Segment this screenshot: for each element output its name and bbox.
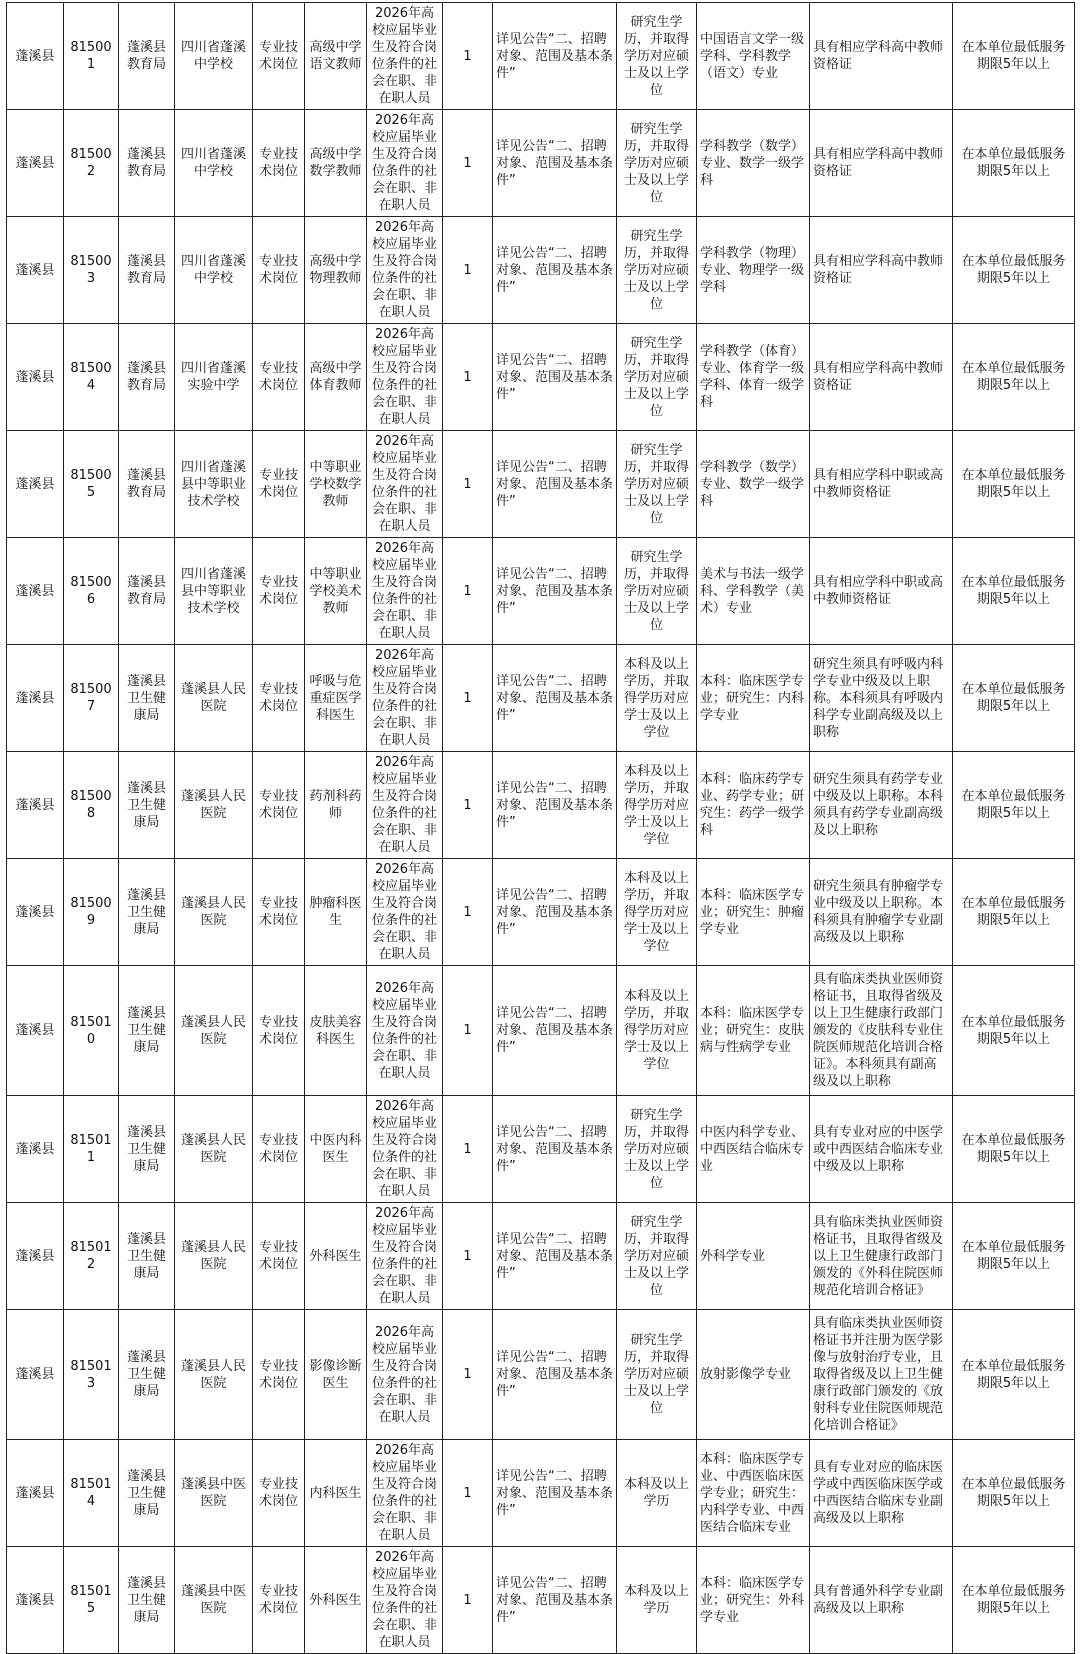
cell-basic-conditions: 详见公告“二、招聘对象、范围及基本条件”	[493, 1440, 617, 1547]
cell-quota: 1	[443, 431, 493, 538]
cell-county: 蓬溪县	[7, 859, 64, 966]
positions-table	[6, 2, 1075, 1654]
cell-other-requirements: 具有相应学科高中教师资格证	[810, 324, 953, 431]
cell-quota: 1	[443, 538, 493, 645]
cell-position-code: 815014	[64, 1440, 119, 1547]
table-row	[7, 538, 1075, 645]
cell-hiring-unit: 蓬溪县人民医院	[175, 1096, 253, 1203]
cell-position-name: 高级中学数学教师	[305, 110, 367, 217]
cell-education: 研究生学历，并取得学历对应硕士及以上学位	[617, 431, 697, 538]
cell-major: 本科：临床医学专业；研究生：肿瘤学专业	[697, 859, 810, 966]
cell-post-type: 专业技术岗位	[253, 217, 305, 324]
table-row	[7, 752, 1075, 859]
cell-other-requirements: 具有临床类执业医师资格证书，且取得省级及以上卫生健康行政部门颁发的《外科住院医师规范化培训合格证》	[810, 1203, 953, 1310]
cell-post-type: 专业技术岗位	[253, 1310, 305, 1440]
cell-other-requirements: 具有相应学科中职或高中教师资格证	[810, 538, 953, 645]
cell-other-requirements: 具有相应学科高中教师资格证	[810, 217, 953, 324]
cell-hiring-unit: 四川省蓬溪中学校	[175, 110, 253, 217]
cell-hiring-unit: 蓬溪县人民医院	[175, 752, 253, 859]
cell-position-name: 皮肤美容科医生	[305, 966, 367, 1096]
table-row	[7, 1310, 1075, 1440]
table-row	[7, 1203, 1075, 1310]
cell-quota: 1	[443, 966, 493, 1096]
cell-position-name: 中医内科医生	[305, 1096, 367, 1203]
cell-major: 本科：临床医学专业；研究生：外科学专业	[697, 1547, 810, 1654]
cell-post-type: 专业技术岗位	[253, 1096, 305, 1203]
cell-hiring-unit: 蓬溪县人民医院	[175, 1203, 253, 1310]
cell-target-group: 2026年高校应届毕业生及符合岗位条件的社会在职、非在职人员	[367, 1203, 443, 1310]
cell-quota: 1	[443, 324, 493, 431]
cell-other-requirements: 具有临床类执业医师资格证书，且取得省级及以上卫生健康行政部门颁发的《皮肤科专业住院医师规范化培训合格证》。本科须具有副高级及以上职称	[810, 966, 953, 1096]
cell-department: 蓬溪县教育局	[119, 431, 175, 538]
table-body	[7, 3, 1075, 1654]
cell-target-group: 2026年高校应届毕业生及符合岗位条件的社会在职、非在职人员	[367, 324, 443, 431]
table-row	[7, 1440, 1075, 1547]
cell-county: 蓬溪县	[7, 1203, 64, 1310]
table-row	[7, 217, 1075, 324]
cell-major: 中国语言文学一级学科、学科教学（语文）专业	[697, 3, 810, 110]
cell-education: 本科及以上学历	[617, 1440, 697, 1547]
cell-education: 本科及以上学历，并取得学历对应学士及以上学位	[617, 966, 697, 1096]
cell-county: 蓬溪县	[7, 1440, 64, 1547]
cell-service-period: 在本单位最低服务期限5年以上	[953, 538, 1075, 645]
cell-department: 蓬溪县卫生健康局	[119, 966, 175, 1096]
cell-education: 本科及以上学历，并取得学历对应学士及以上学位	[617, 752, 697, 859]
cell-position-code: 815005	[64, 431, 119, 538]
cell-county: 蓬溪县	[7, 1310, 64, 1440]
cell-basic-conditions: 详见公告“二、招聘对象、范围及基本条件”	[493, 3, 617, 110]
cell-position-name: 影像诊断医生	[305, 1310, 367, 1440]
cell-basic-conditions: 详见公告“二、招聘对象、范围及基本条件”	[493, 1096, 617, 1203]
cell-other-requirements: 研究生须具有肿瘤学专业中级及以上职称。本科须具有肿瘤学专业副高级及以上职称	[810, 859, 953, 966]
cell-position-name: 高级中学物理教师	[305, 217, 367, 324]
cell-department: 蓬溪县卫生健康局	[119, 1203, 175, 1310]
cell-county: 蓬溪县	[7, 966, 64, 1096]
cell-basic-conditions: 详见公告“二、招聘对象、范围及基本条件”	[493, 1310, 617, 1440]
cell-major: 本科：临床药学专业、药学专业；研究生：药学一级学科	[697, 752, 810, 859]
cell-position-code: 815008	[64, 752, 119, 859]
cell-position-name: 中等职业学校数学教师	[305, 431, 367, 538]
cell-basic-conditions: 详见公告“二、招聘对象、范围及基本条件”	[493, 1547, 617, 1654]
cell-major: 学科教学（数学）专业、数学一级学科	[697, 431, 810, 538]
cell-position-code: 815007	[64, 645, 119, 752]
cell-basic-conditions: 详见公告“二、招聘对象、范围及基本条件”	[493, 1203, 617, 1310]
cell-quota: 1	[443, 110, 493, 217]
cell-position-code: 815002	[64, 110, 119, 217]
cell-hiring-unit: 四川省蓬溪中学校	[175, 217, 253, 324]
cell-post-type: 专业技术岗位	[253, 110, 305, 217]
cell-department: 蓬溪县教育局	[119, 110, 175, 217]
cell-quota: 1	[443, 645, 493, 752]
cell-department: 蓬溪县卫生健康局	[119, 1096, 175, 1203]
cell-hiring-unit: 蓬溪县中医医院	[175, 1547, 253, 1654]
cell-post-type: 专业技术岗位	[253, 966, 305, 1096]
cell-quota: 1	[443, 752, 493, 859]
cell-service-period: 在本单位最低服务期限5年以上	[953, 431, 1075, 538]
cell-position-name: 内科医生	[305, 1440, 367, 1547]
cell-department: 蓬溪县教育局	[119, 217, 175, 324]
cell-other-requirements: 具有专业对应的中医学或中西医结合临床专业中级及以上职称	[810, 1096, 953, 1203]
cell-post-type: 专业技术岗位	[253, 1547, 305, 1654]
cell-county: 蓬溪县	[7, 1547, 64, 1654]
cell-target-group: 2026年高校应届毕业生及符合岗位条件的社会在职、非在职人员	[367, 1440, 443, 1547]
cell-other-requirements: 具有普通外科学专业副高级及以上职称	[810, 1547, 953, 1654]
cell-position-code: 815004	[64, 324, 119, 431]
cell-basic-conditions: 详见公告“二、招聘对象、范围及基本条件”	[493, 859, 617, 966]
cell-position-name: 中等职业学校美术教师	[305, 538, 367, 645]
cell-service-period: 在本单位最低服务期限5年以上	[953, 859, 1075, 966]
cell-county: 蓬溪县	[7, 431, 64, 538]
cell-other-requirements: 研究生须具有药学专业中级及以上职称。本科须具有药学专业副高级及以上职称	[810, 752, 953, 859]
cell-other-requirements: 研究生须具有呼吸内科学专业中级及以上职称。本科须具有呼吸内科学专业副高级及以上职称	[810, 645, 953, 752]
cell-service-period: 在本单位最低服务期限5年以上	[953, 1203, 1075, 1310]
cell-position-code: 815001	[64, 3, 119, 110]
table-row	[7, 431, 1075, 538]
cell-department: 蓬溪县卫生健康局	[119, 1310, 175, 1440]
cell-county: 蓬溪县	[7, 538, 64, 645]
cell-major: 美术与书法一级学科、学科教学（美术）专业	[697, 538, 810, 645]
cell-hiring-unit: 四川省蓬溪中学校	[175, 3, 253, 110]
cell-target-group: 2026年高校应届毕业生及符合岗位条件的社会在职、非在职人员	[367, 1096, 443, 1203]
cell-basic-conditions: 详见公告“二、招聘对象、范围及基本条件”	[493, 966, 617, 1096]
cell-hiring-unit: 蓬溪县人民医院	[175, 966, 253, 1096]
cell-major: 本科：临床医学专业；研究生：内科学专业	[697, 645, 810, 752]
cell-department: 蓬溪县卫生健康局	[119, 1547, 175, 1654]
cell-hiring-unit: 四川省蓬溪实验中学	[175, 324, 253, 431]
cell-department: 蓬溪县教育局	[119, 324, 175, 431]
cell-education: 研究生学历，并取得学历对应硕士及以上学位	[617, 1310, 697, 1440]
cell-post-type: 专业技术岗位	[253, 324, 305, 431]
cell-position-code: 815013	[64, 1310, 119, 1440]
cell-hiring-unit: 蓬溪县中医医院	[175, 1440, 253, 1547]
cell-service-period: 在本单位最低服务期限5年以上	[953, 966, 1075, 1096]
cell-quota: 1	[443, 1440, 493, 1547]
cell-hiring-unit: 蓬溪县人民医院	[175, 1310, 253, 1440]
cell-major: 学科教学（数学）专业、数学一级学科	[697, 110, 810, 217]
cell-county: 蓬溪县	[7, 645, 64, 752]
cell-service-period: 在本单位最低服务期限5年以上	[953, 3, 1075, 110]
cell-education: 研究生学历，并取得学历对应硕士及以上学位	[617, 538, 697, 645]
cell-major: 本科：临床医学专业；研究生：皮肤病与性病学专业	[697, 966, 810, 1096]
cell-hiring-unit: 蓬溪县人民医院	[175, 645, 253, 752]
cell-post-type: 专业技术岗位	[253, 645, 305, 752]
cell-service-period: 在本单位最低服务期限5年以上	[953, 1310, 1075, 1440]
cell-basic-conditions: 详见公告“二、招聘对象、范围及基本条件”	[493, 217, 617, 324]
cell-education: 研究生学历，并取得学历对应硕士及以上学位	[617, 110, 697, 217]
cell-education: 研究生学历，并取得学历对应硕士及以上学位	[617, 1096, 697, 1203]
cell-position-code: 815012	[64, 1203, 119, 1310]
cell-position-code: 815009	[64, 859, 119, 966]
cell-service-period: 在本单位最低服务期限5年以上	[953, 1096, 1075, 1203]
cell-service-period: 在本单位最低服务期限5年以上	[953, 217, 1075, 324]
cell-other-requirements: 具有临床类执业医师资格证书并注册为医学影像与放射治疗专业，且取得省级及以上卫生健康行政部门颁发的《放射科专业住院医师规范化培训合格证》	[810, 1310, 953, 1440]
cell-target-group: 2026年高校应届毕业生及符合岗位条件的社会在职、非在职人员	[367, 3, 443, 110]
cell-service-period: 在本单位最低服务期限5年以上	[953, 1440, 1075, 1547]
cell-department: 蓬溪县卫生健康局	[119, 1440, 175, 1547]
cell-position-name: 高级中学体育教师	[305, 324, 367, 431]
cell-basic-conditions: 详见公告“二、招聘对象、范围及基本条件”	[493, 431, 617, 538]
cell-basic-conditions: 详见公告“二、招聘对象、范围及基本条件”	[493, 324, 617, 431]
cell-education: 研究生学历，并取得学历对应硕士及以上学位	[617, 1203, 697, 1310]
cell-major: 中医内科学专业、中西医结合临床专业	[697, 1096, 810, 1203]
table-row	[7, 645, 1075, 752]
cell-quota: 1	[443, 1096, 493, 1203]
cell-education: 本科及以上学历，并取得学历对应学士及以上学位	[617, 645, 697, 752]
cell-target-group: 2026年高校应届毕业生及符合岗位条件的社会在职、非在职人员	[367, 859, 443, 966]
cell-post-type: 专业技术岗位	[253, 538, 305, 645]
cell-position-name: 药剂科药师	[305, 752, 367, 859]
cell-other-requirements: 具有相应学科高中教师资格证	[810, 3, 953, 110]
cell-quota: 1	[443, 1547, 493, 1654]
table-row	[7, 110, 1075, 217]
cell-basic-conditions: 详见公告“二、招聘对象、范围及基本条件”	[493, 538, 617, 645]
cell-position-code: 815003	[64, 217, 119, 324]
cell-quota: 1	[443, 1203, 493, 1310]
cell-hiring-unit: 四川省蓬溪县中等职业技术学校	[175, 431, 253, 538]
cell-major: 外科学专业	[697, 1203, 810, 1310]
cell-service-period: 在本单位最低服务期限5年以上	[953, 110, 1075, 217]
cell-department: 蓬溪县教育局	[119, 3, 175, 110]
cell-department: 蓬溪县卫生健康局	[119, 645, 175, 752]
cell-target-group: 2026年高校应届毕业生及符合岗位条件的社会在职、非在职人员	[367, 110, 443, 217]
cell-education: 本科及以上学历，并取得学历对应学士及以上学位	[617, 859, 697, 966]
cell-position-code: 815010	[64, 966, 119, 1096]
table-row	[7, 859, 1075, 966]
cell-education: 研究生学历，并取得学历对应硕士及以上学位	[617, 3, 697, 110]
cell-county: 蓬溪县	[7, 1096, 64, 1203]
cell-post-type: 专业技术岗位	[253, 431, 305, 538]
cell-target-group: 2026年高校应届毕业生及符合岗位条件的社会在职、非在职人员	[367, 431, 443, 538]
cell-service-period: 在本单位最低服务期限5年以上	[953, 1547, 1075, 1654]
cell-position-name: 高级中学语文教师	[305, 3, 367, 110]
cell-major: 学科教学（体育）专业、体育学一级学科、体育一级学科	[697, 324, 810, 431]
cell-basic-conditions: 详见公告“二、招聘对象、范围及基本条件”	[493, 110, 617, 217]
cell-post-type: 专业技术岗位	[253, 1440, 305, 1547]
cell-quota: 1	[443, 3, 493, 110]
cell-other-requirements: 具有相应学科中职或高中教师资格证	[810, 431, 953, 538]
cell-service-period: 在本单位最低服务期限5年以上	[953, 645, 1075, 752]
cell-education: 研究生学历，并取得学历对应硕士及以上学位	[617, 324, 697, 431]
cell-basic-conditions: 详见公告“二、招聘对象、范围及基本条件”	[493, 752, 617, 859]
cell-basic-conditions: 详见公告“二、招聘对象、范围及基本条件”	[493, 645, 617, 752]
cell-hiring-unit: 四川省蓬溪县中等职业技术学校	[175, 538, 253, 645]
cell-position-name: 外科医生	[305, 1203, 367, 1310]
cell-department: 蓬溪县教育局	[119, 538, 175, 645]
cell-target-group: 2026年高校应届毕业生及符合岗位条件的社会在职、非在职人员	[367, 752, 443, 859]
cell-county: 蓬溪县	[7, 217, 64, 324]
cell-target-group: 2026年高校应届毕业生及符合岗位条件的社会在职、非在职人员	[367, 966, 443, 1096]
cell-county: 蓬溪县	[7, 752, 64, 859]
cell-county: 蓬溪县	[7, 324, 64, 431]
cell-position-code: 815011	[64, 1096, 119, 1203]
cell-major: 学科教学（物理）专业、物理学一级学科	[697, 217, 810, 324]
cell-service-period: 在本单位最低服务期限5年以上	[953, 324, 1075, 431]
cell-position-code: 815006	[64, 538, 119, 645]
cell-target-group: 2026年高校应届毕业生及符合岗位条件的社会在职、非在职人员	[367, 645, 443, 752]
table-row	[7, 966, 1075, 1096]
cell-county: 蓬溪县	[7, 110, 64, 217]
cell-position-name: 外科医生	[305, 1547, 367, 1654]
cell-other-requirements: 具有相应学科高中教师资格证	[810, 110, 953, 217]
cell-department: 蓬溪县卫生健康局	[119, 752, 175, 859]
table-row	[7, 1547, 1075, 1654]
cell-department: 蓬溪县卫生健康局	[119, 859, 175, 966]
cell-position-name: 肿瘤科医生	[305, 859, 367, 966]
cell-post-type: 专业技术岗位	[253, 1203, 305, 1310]
cell-other-requirements: 具有专业对应的临床医学或中西医临床医学或中西医结合临床专业副高级及以上职称	[810, 1440, 953, 1547]
table-row	[7, 1096, 1075, 1203]
cell-post-type: 专业技术岗位	[253, 859, 305, 966]
cell-quota: 1	[443, 217, 493, 324]
cell-county: 蓬溪县	[7, 3, 64, 110]
cell-major: 放射影像学专业	[697, 1310, 810, 1440]
cell-education: 本科及以上学历	[617, 1547, 697, 1654]
cell-target-group: 2026年高校应届毕业生及符合岗位条件的社会在职、非在职人员	[367, 538, 443, 645]
cell-quota: 1	[443, 859, 493, 966]
cell-service-period: 在本单位最低服务期限5年以上	[953, 752, 1075, 859]
cell-target-group: 2026年高校应届毕业生及符合岗位条件的社会在职、非在职人员	[367, 217, 443, 324]
table-row	[7, 324, 1075, 431]
cell-position-code: 815015	[64, 1547, 119, 1654]
table-row	[7, 3, 1075, 110]
cell-post-type: 专业技术岗位	[253, 752, 305, 859]
cell-hiring-unit: 蓬溪县人民医院	[175, 859, 253, 966]
cell-post-type: 专业技术岗位	[253, 3, 305, 110]
cell-education: 研究生学历，并取得学历对应硕士及以上学位	[617, 217, 697, 324]
cell-target-group: 2026年高校应届毕业生及符合岗位条件的社会在职、非在职人员	[367, 1547, 443, 1654]
cell-target-group: 2026年高校应届毕业生及符合岗位条件的社会在职、非在职人员	[367, 1310, 443, 1440]
cell-position-name: 呼吸与危重症医学科医生	[305, 645, 367, 752]
cell-quota: 1	[443, 1310, 493, 1440]
cell-major: 本科：临床医学专业、中西医临床医学专业；研究生：内科学专业、中西医结合临床专业	[697, 1440, 810, 1547]
